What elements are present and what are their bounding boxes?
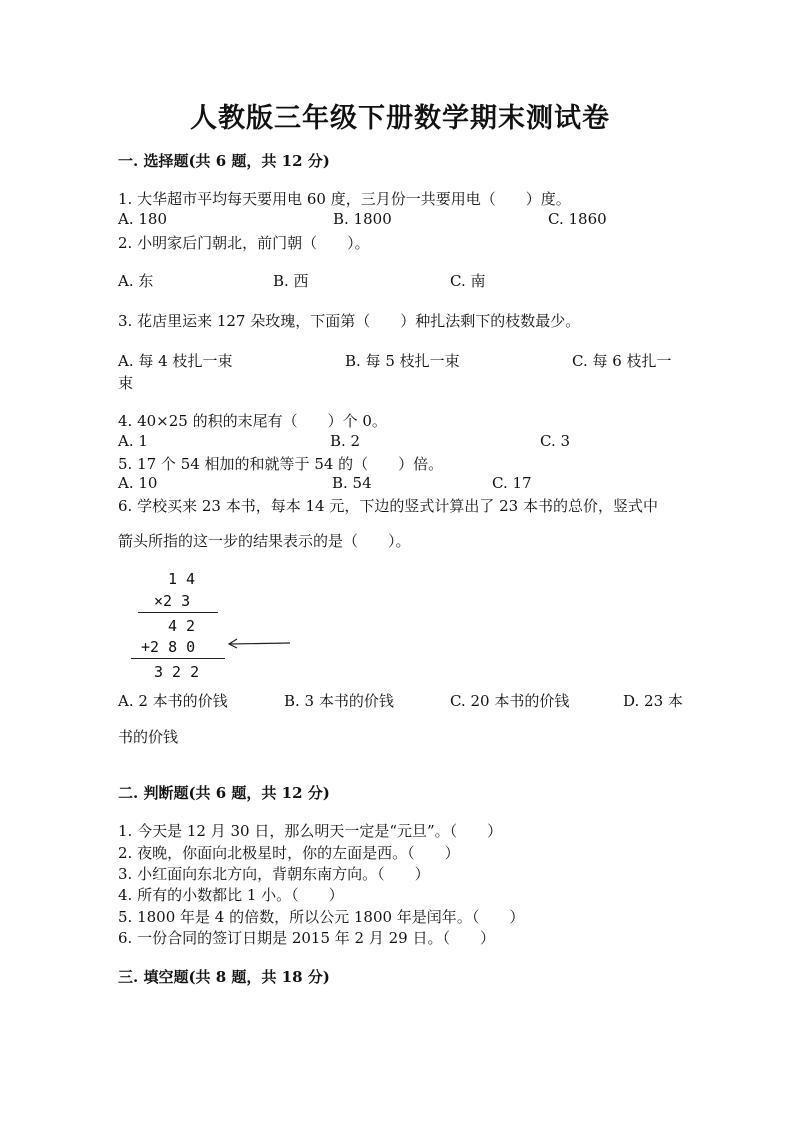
question-6-stem-wrap: 箭头所指的这一步的结果表示的是（ ）。 (118, 532, 411, 550)
section-heading-choice: 一. 选择题(共 6 题，共 12 分) (118, 152, 330, 170)
judge-item-5: 5. 1800 年是 4 的倍数，所以公元 1800 年是闰年。（ ） (118, 908, 525, 926)
q1-option-c[interactable]: C. 1860 (548, 210, 607, 228)
q6-option-c[interactable]: C. 20 本书的价钱 (450, 692, 570, 710)
q5-option-c[interactable]: C. 17 (492, 474, 532, 492)
q6-option-d-wrap: 书的价钱 (118, 728, 179, 746)
calc-multiplicand: 1 4 (168, 570, 196, 588)
q2-option-b[interactable]: B. 西 (273, 272, 309, 290)
q6-option-d[interactable]: D. 23 本 (623, 692, 683, 710)
calc-rule-2 (131, 658, 225, 659)
q4-option-b[interactable]: B. 2 (330, 432, 361, 450)
q2-option-a[interactable]: A. 东 (118, 272, 154, 290)
judge-item-1: 1. 今天是 12 月 30 日，那么明天一定是“元旦”。（ ） (118, 822, 503, 840)
q3-option-c-wrap: 束 (118, 374, 134, 392)
judge-item-3: 3. 小红面向东北方向，背朝东南方向。（ ） (118, 865, 430, 883)
q6-option-b[interactable]: B. 3 本书的价钱 (284, 692, 394, 710)
q5-option-a[interactable]: A. 10 (118, 474, 158, 492)
q6-option-a[interactable]: A. 2 本书的价钱 (118, 692, 228, 710)
question-3-stem: 3. 花店里运来 127 朵玫瑰，下面第（ ）种扎法剩下的枝数最少。 (118, 312, 581, 330)
page-title: 人教版三年级下册数学期末测试卷 (190, 103, 610, 134)
q1-option-b[interactable]: B. 1800 (333, 210, 392, 228)
calc-partial-2: +2 8 0 (141, 638, 196, 656)
q2-option-c[interactable]: C. 南 (450, 272, 486, 290)
judge-item-4: 4. 所有的小数都比 1 小。（ ） (118, 886, 344, 904)
question-6-stem: 6. 学校买来 23 本书，每本 14 元，下边的竖式计算出了 23 本书的总价，竖式中 (118, 497, 658, 515)
arrow-left-icon (226, 636, 292, 652)
q5-option-b[interactable]: B. 54 (332, 474, 372, 492)
judge-item-2: 2. 夜晚，你面向北极星时，你的左面是西。（ ） (118, 844, 460, 862)
question-4-stem: 4. 40×25 的积的末尾有（ ）个 0。 (118, 412, 387, 430)
question-1-stem: 1. 大华超市平均每天要用电 60 度，三月份一共要用电（ ）度。 (118, 190, 571, 208)
calc-partial-1: 4 2 (168, 617, 196, 635)
calc-multiplier: ×2 3 (154, 592, 191, 610)
question-5-stem: 5. 17 个 54 相加的和就等于 54 的（ ）倍。 (118, 455, 444, 473)
calc-rule-1 (138, 612, 218, 613)
q4-option-c[interactable]: C. 3 (540, 432, 571, 450)
section-heading-fill: 三. 填空题(共 8 题，共 18 分) (118, 968, 330, 986)
judge-item-6: 6. 一份合同的签订日期是 2015 年 2 月 29 日。（ ） (118, 929, 495, 947)
q3-option-b[interactable]: B. 每 5 枝扎一束 (345, 352, 460, 370)
q1-option-a[interactable]: A. 180 (118, 210, 167, 228)
q4-option-a[interactable]: A. 1 (118, 432, 148, 450)
section-heading-judge: 二. 判断题(共 6 题，共 12 分) (118, 784, 330, 802)
q3-option-a[interactable]: A. 每 4 枝扎一束 (118, 352, 233, 370)
q3-option-c[interactable]: C. 每 6 枝扎一 (572, 352, 672, 370)
calc-result: 3 2 2 (154, 663, 200, 681)
question-2-stem: 2. 小明家后门朝北，前门朝（ ）。 (118, 234, 370, 252)
